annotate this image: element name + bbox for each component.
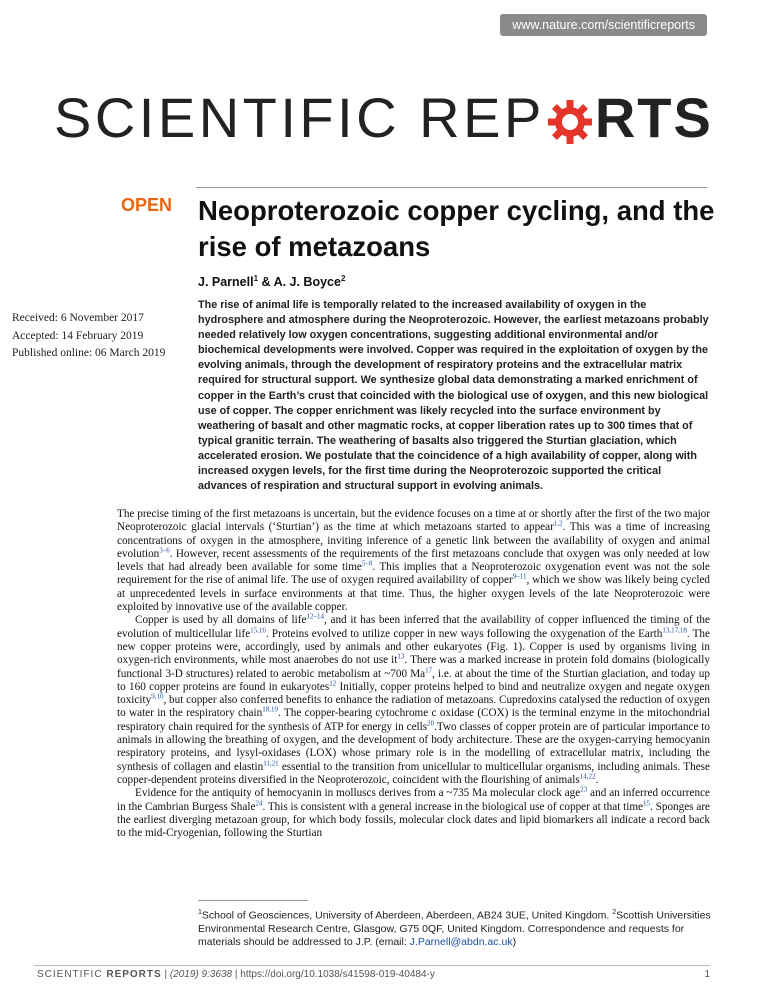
body-text: , and it has been inferred that the availability of copper influenced the timing of the evolution of multicellular life (117, 614, 710, 640)
body-text: essential to the transition from unicellular to multicellular organisms, including animals. These copper-dependent proteins diversified in the Neoproterozoic, coincident with the flourishing of animals (117, 760, 710, 786)
logo-text-left: SCIENTIFIC REP (54, 86, 545, 149)
footer-journal-name: SCIENTIFIC REPORTS (37, 969, 162, 980)
body-text: Copper is used by all domains of life (135, 614, 307, 627)
journal-url-badge[interactable]: www.nature.com/scientificreports (500, 14, 707, 36)
accepted-date: Accepted: 14 February 2019 (12, 329, 144, 342)
affiliation-text: School of Geosciences, University of Aberdeen, Aberdeen, AB24 3UE, United Kingdom. (201, 909, 613, 922)
citation-ref[interactable]: 24 (255, 798, 263, 807)
citation-ref[interactable]: 9,10 (151, 692, 164, 701)
citation-ref[interactable]: 12–14 (306, 612, 324, 621)
body-text: . Sponges are the earliest diverging metazoan group, for which body fossils, molecular clock dates and lipid biomarkers all indicate a record back to the mid-Cryogenian, following the Sturtian (117, 800, 711, 840)
body-text: The precise timing of the first metazoans is uncertain, but the evidence focuses on a time at or shortly after the first of the two major Neoproterozoic glacial intervals (‘Sturtian’) as the time at which metazoans started to appear (117, 508, 710, 534)
citation-ref[interactable]: 20 (427, 719, 435, 728)
received-date: Received: 6 November 2017 (12, 312, 144, 324)
journal-logo (54, 86, 713, 149)
citation-ref[interactable]: 5–8 (361, 559, 373, 568)
footer-citation: (2019) 9:3638 (169, 969, 233, 980)
author-name[interactable]: A. J. Boyce (273, 275, 341, 290)
affiliation-text-end: ) (512, 935, 517, 948)
affiliation-text: Scottish Universities Environmental Research Centre, Glasgow, G75 0QF, United Kingdom. Correspondence and requests for materials should be addressed to J.P. (email: (198, 909, 711, 948)
author-name[interactable]: J. Parnell (198, 275, 254, 290)
body-text: . There was a marked increase in protein fold domains (biologically functional 3-D structures) related to aerobic metabolism at ~700 Ma (117, 654, 710, 680)
gear-icon (547, 98, 593, 144)
affiliation-mark[interactable]: 1 (253, 274, 259, 283)
author-separator: & (258, 275, 274, 290)
body-paragraph (117, 614, 710, 787)
article-dates (12, 310, 165, 363)
correspondence-email-link[interactable]: J.Parnell@abdn.ac.uk (409, 935, 513, 948)
citation-ref[interactable]: 1,2 (553, 519, 563, 528)
footnote-divider (198, 900, 308, 901)
published-date: Published online: 06 March 2019 (12, 347, 166, 359)
body-text: Initially, copper proteins helped to bind and neutralize oxygen and negate oxygen toxicity (117, 680, 710, 707)
body-text: . However, recent assessments of the requirements of the first metazoans conclude that oxygen was only needed at low levels that had already been available for some time (117, 547, 710, 574)
page-number: 1 (704, 969, 710, 980)
article-body (117, 508, 710, 840)
body-text: . This is consistent with a general increase in the biological use of copper at that time (262, 800, 644, 813)
citation-ref[interactable]: 15,16 (250, 625, 266, 634)
body-text: . This was a time of increasing concentrations of oxygen in the atmosphere, inviting inference of a genetic link between the availability of oxygen and animal evolution (117, 521, 710, 560)
affiliation-mark: 1 (198, 909, 202, 916)
title-divider (196, 187, 707, 188)
body-text: , i.e. at about the time of the Sturtian glaciation, and today up to 160 copper proteins are found in eukaryotes (117, 667, 710, 693)
body-text: .Two classes of copper protein are of particular importance to animals in allowing the breathing of oxygen, and the development of body architecture. These are the oxygen-carrying hemocyanin respiratory proteins, and lysyl-oxidases (LOX) whose primary role is in the modelling of extracellular matrix, including the synthesis of collagen and elastin (117, 720, 710, 773)
body-text: , which we show was likely being cycled at unprecedented levels in surface environments at that time. Thus, the higher oxygen levels of the late Neoproterozoic were exploited by innovative use of the available copper. (117, 574, 711, 614)
citation-ref[interactable]: 18,19 (262, 705, 278, 714)
affiliations-footnote (198, 906, 713, 949)
footer-doi-link[interactable]: | https://doi.org/10.1038/s41598-019-40484-y (232, 969, 435, 980)
citation-ref[interactable]: 14,22 (579, 772, 596, 781)
abstract: The rise of animal life is temporally related to the increased availability of oxygen in the hydrosphere and atmosphere during the Neoproterozoic. However, the earliest metazoans probably needed relatively low oxygen concentrations, suggesting additional environmental and/or biochemical developments were involved. Copper was required in the exploitation of oxygen by the evolving animals, through the development of respiratory proteins and the extracellular matrix required for structural support. We synthesize global data demonstrating a marked enrichment of copper in the Earth’s crust that coincided with the biological use of oxygen, and this new biological use of copper. The copper enrichment was likely recycled into the surface environment by weathering of basalt and other magmatic rocks, at copper liberation rates up to 300 times that of typical granitic terrain. The weathering of basalts also triggered the Sturtian glaciation, which accelerated erosion. We postulate that the coincidence of a high availability of copper, along with increased oxygen levels, for the first time during the Neoproterozoic supported the critical advances of respiration and structural support in evolving animals. (198, 299, 709, 493)
logo-text-right: RTS (594, 86, 713, 149)
body-text: . The new copper proteins were, accordingly, used by animals and other eukaryotes (Fig. 1). Copper is used by organisms living in oxygen-rich environments, while most anaerobes do not use it (117, 627, 710, 667)
author-list (198, 274, 345, 289)
article-title: Neoproterozoic copper cycling, and the rise of metazoans (198, 195, 715, 262)
citation-ref[interactable]: 15 (643, 798, 651, 807)
citation-ref[interactable]: 12 (329, 679, 337, 688)
body-paragraph (117, 787, 710, 840)
footer-separator: | (161, 969, 170, 980)
citation-ref[interactable]: 17 (425, 665, 433, 674)
body-text: . The copper-bearing cytochrome c oxidase (COX) is the terminal enzyme in the mitochondrial respiratory chain required for the synthesis of ATP for energy in cells (117, 707, 710, 733)
affiliation-mark: 2 (612, 909, 617, 916)
body-text: and an inferred occurrence in the Cambrian Burgess Shale (117, 787, 711, 813)
citation-ref[interactable]: 9–11 (512, 572, 527, 581)
footer-divider (34, 965, 710, 966)
affiliation-mark[interactable]: 2 (340, 274, 346, 283)
page-footer (37, 969, 435, 980)
body-text: , but copper also conferred benefits to enhance the radiation of metazoans. Cupredoxins catalysed the reduction of oxygen to water in the respiratory chain (117, 694, 710, 720)
citation-ref[interactable]: 13 (397, 652, 405, 661)
body-text: . Proteins evolved to utilize copper in new ways following the oxygenation of the Earth (265, 627, 663, 640)
body-text: . (595, 773, 599, 786)
citation-ref[interactable]: 23 (580, 785, 588, 794)
citation-ref[interactable]: 3–6 (159, 546, 170, 555)
body-text: . This implies that a Neoproterozoic oxygenation event was not the sole requirement for the rise of animal life. The use of oxygen required availability of copper (117, 561, 710, 587)
citation-ref[interactable]: 11,21 (263, 758, 279, 767)
open-access-label: OPEN (121, 195, 173, 215)
body-paragraph (117, 508, 710, 614)
body-text: Evidence for the antiquity of hemocyanin in molluscs derives from a ~735 Ma molecular clock age (135, 787, 581, 800)
citation-ref[interactable]: 13,17,18 (662, 625, 687, 634)
